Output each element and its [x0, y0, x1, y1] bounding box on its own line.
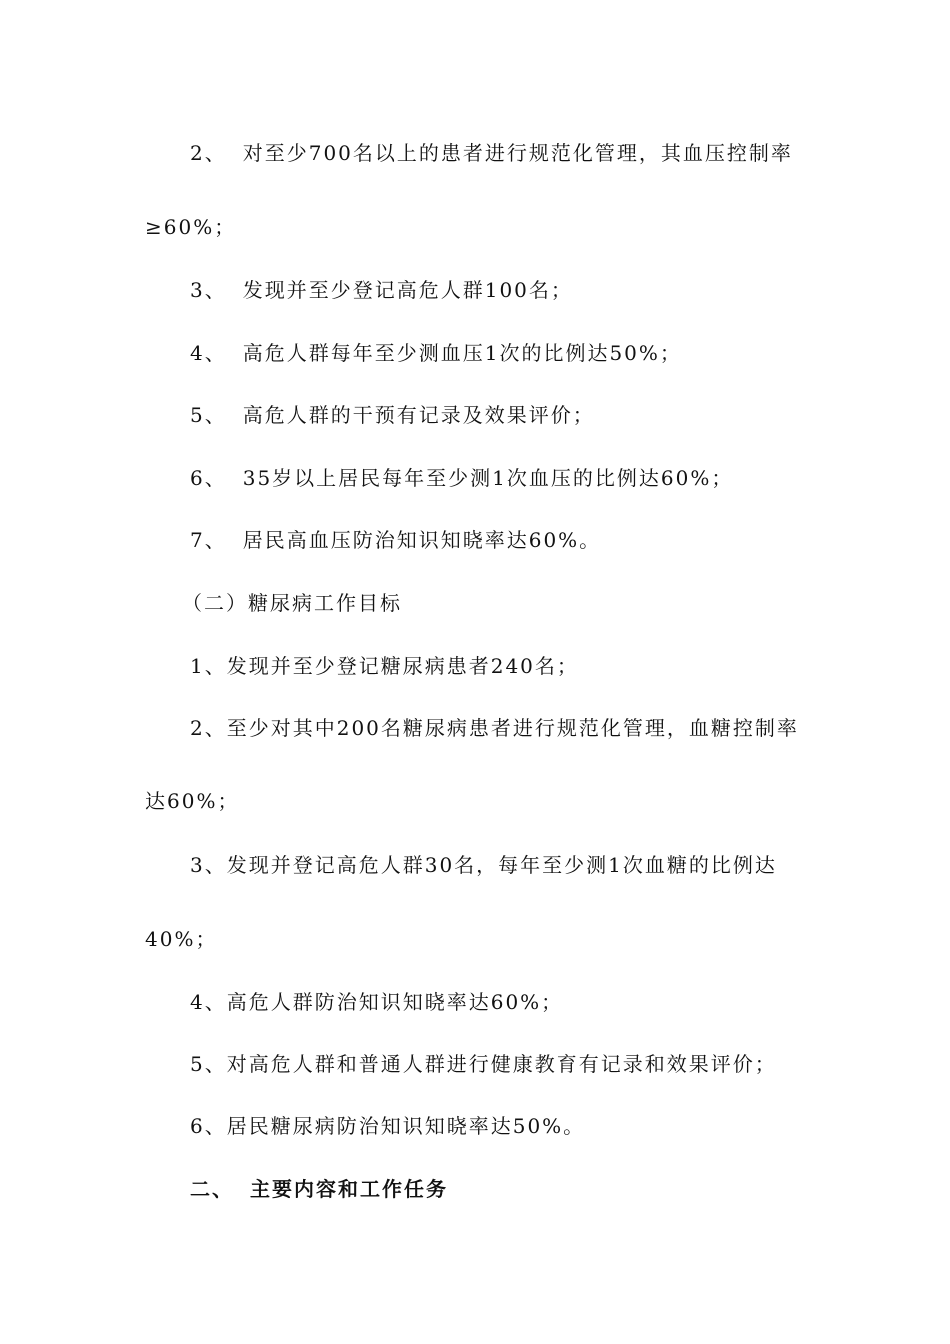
- diabetes-item-2-continuation: 达60%；: [145, 789, 240, 813]
- section-heading-main-tasks: [190, 1175, 448, 1203]
- item-text: 高危人群的干预有记录及效果评价；: [242, 403, 595, 427]
- item-number: 6、: [190, 466, 227, 490]
- hypertension-item-6: [190, 464, 733, 492]
- hypertension-item-4: [190, 339, 682, 367]
- diabetes-item-5: 5、对高危人群和普通人群进行健康教育有记录和效果评价；: [190, 1052, 777, 1076]
- item-text: 高危人群每年至少测血压1次的比例达50%；: [242, 341, 682, 365]
- item-text: 35岁以上居民每年至少测1次血压的比例达60%；: [242, 466, 734, 490]
- hypertension-item-7: [190, 526, 601, 554]
- item-number: 7、: [190, 528, 227, 552]
- diabetes-section-heading: （二）糖尿病工作目标: [182, 591, 402, 615]
- section-number: 二、: [190, 1177, 234, 1201]
- diabetes-item-1: 1、发现并至少登记糖尿病患者240名；: [190, 654, 579, 678]
- item-text: 发现并至少登记高危人群100名；: [242, 278, 573, 302]
- item-number: 4、: [190, 341, 227, 365]
- hypertension-item-3: [190, 276, 573, 304]
- hypertension-item-2-continuation: ≥60%；: [145, 215, 237, 239]
- hypertension-item-2: [190, 139, 793, 167]
- item-text: 对至少700名以上的患者进行规范化管理，其血压控制率: [242, 141, 793, 165]
- item-number: 2、: [190, 141, 227, 165]
- diabetes-item-3-continuation: 40%；: [145, 927, 218, 951]
- hypertension-item-5: [190, 401, 595, 429]
- item-text: 居民高血压防治知识知晓率达60%。: [242, 528, 602, 552]
- item-number: 3、: [190, 278, 227, 302]
- diabetes-item-6: 6、居民糖尿病防治知识知晓率达50%。: [190, 1114, 586, 1138]
- diabetes-item-2: 2、至少对其中200名糖尿病患者进行规范化管理，血糖控制率: [190, 716, 799, 740]
- item-number: 5、: [190, 403, 227, 427]
- section-title: 主要内容和工作任务: [250, 1177, 448, 1201]
- diabetes-item-3: 3、发现并登记高危人群30名，每年至少测1次血糖的比例达: [190, 853, 777, 877]
- diabetes-item-4: 4、高危人群防治知识知晓率达60%；: [190, 990, 564, 1014]
